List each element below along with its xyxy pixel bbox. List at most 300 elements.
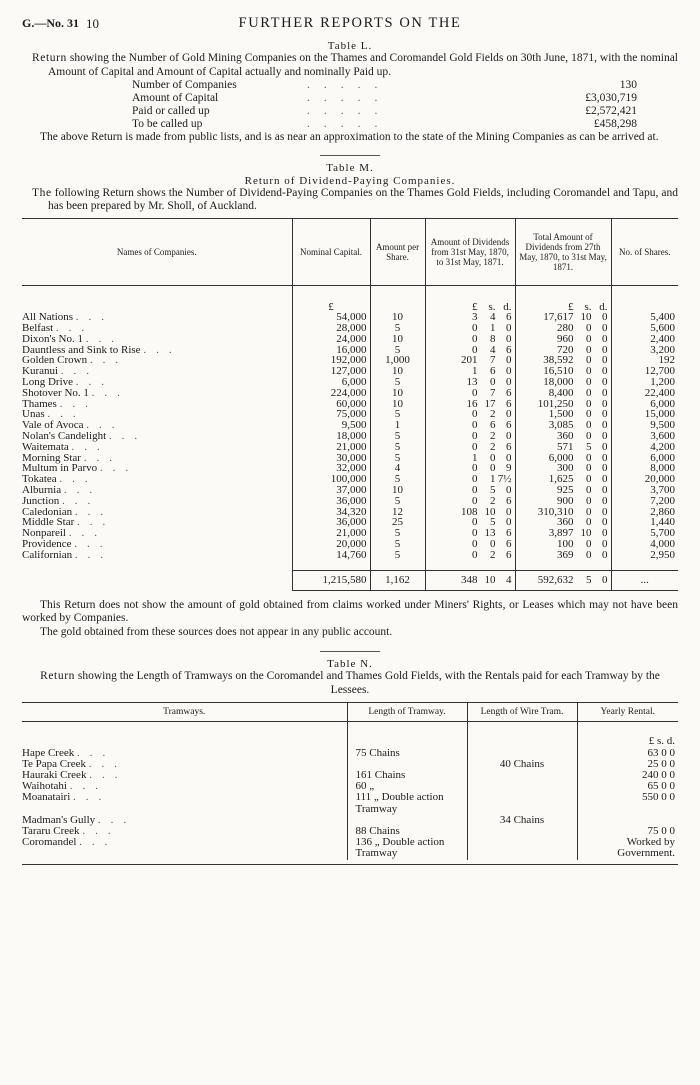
total-per-share: 1,162 bbox=[370, 571, 425, 591]
shillings: 0 bbox=[586, 451, 592, 464]
number-of-shares: 1,440 bbox=[611, 517, 678, 528]
shillings: 6 bbox=[490, 419, 496, 432]
pounds: 0 bbox=[472, 516, 478, 529]
pounds: 1 bbox=[472, 451, 478, 464]
shillings: 13 bbox=[484, 527, 496, 540]
unit-pound: £ bbox=[568, 300, 574, 313]
page-reference: G.—No. 31 bbox=[22, 16, 79, 30]
wire-tram-length bbox=[467, 770, 577, 781]
col-header-wire: Length of Wire Tram. bbox=[467, 703, 577, 722]
shillings: 0 bbox=[586, 462, 592, 475]
leader-dots: ... bbox=[97, 813, 137, 826]
yearly-rental: 65 0 0 bbox=[577, 781, 678, 792]
pounds: 17,617 bbox=[543, 311, 574, 324]
units-row bbox=[22, 285, 678, 312]
pounds: 0 bbox=[472, 332, 478, 345]
nominal-capital: 9,500 bbox=[292, 420, 370, 431]
leader-dots: ... bbox=[89, 354, 129, 367]
company-name-text: Nonpareil bbox=[22, 527, 66, 540]
shillings: 0 bbox=[586, 516, 592, 529]
pence: 9 bbox=[506, 462, 512, 475]
number-of-shares: 5,700 bbox=[611, 528, 678, 539]
nominal-capital: 21,000 bbox=[292, 528, 370, 539]
pounds: 13 bbox=[466, 376, 478, 389]
summary-value: £2,572,421 bbox=[585, 105, 637, 117]
number-of-shares: 12,700 bbox=[611, 366, 678, 377]
tramway-name-text: Hauraki Creek bbox=[22, 769, 87, 782]
table-l-title: Table L. bbox=[327, 40, 373, 52]
pence: 0 bbox=[602, 484, 608, 497]
shillings: 5 bbox=[490, 484, 496, 497]
shillings: 7 bbox=[490, 354, 496, 367]
tramway-length: 60 „ bbox=[347, 781, 467, 792]
tramway-name bbox=[22, 837, 347, 859]
shillings: 0 bbox=[490, 538, 496, 551]
nominal-capital: 14,760 bbox=[292, 550, 370, 561]
pence: 0 bbox=[506, 408, 512, 421]
pence: 0 bbox=[506, 332, 512, 345]
table-n-intro bbox=[22, 670, 678, 697]
table-n-title: Table N. bbox=[327, 658, 373, 671]
shillings: 0 bbox=[586, 505, 592, 518]
nominal-capital: 21,000 bbox=[292, 442, 370, 453]
table-row bbox=[22, 781, 678, 792]
pounds: 310,310 bbox=[537, 505, 574, 518]
leader-dots: ... bbox=[79, 836, 118, 849]
pence: 0 bbox=[506, 516, 512, 529]
shillings: 0 bbox=[586, 386, 592, 399]
shillings: 0 bbox=[490, 451, 496, 464]
pence: 6 bbox=[506, 494, 512, 507]
amount-per-share: 10 bbox=[370, 334, 425, 345]
shillings: 1 bbox=[490, 322, 496, 335]
wire-tram-length bbox=[467, 826, 577, 837]
company-name-text: Middle Star bbox=[22, 516, 75, 529]
table-header-row bbox=[22, 218, 678, 285]
shillings: 8 bbox=[490, 332, 496, 345]
table-row bbox=[22, 792, 678, 814]
nominal-capital: 54,000 bbox=[292, 312, 370, 323]
summary-label: Number of Companies bbox=[132, 79, 237, 91]
pence: 0 bbox=[602, 343, 608, 356]
company-name-text: Golden Crown bbox=[22, 354, 88, 367]
dividend-table bbox=[22, 218, 678, 591]
nominal-capital: 224,000 bbox=[292, 388, 370, 399]
col-header-total-dividends: Total Amount of Dividends from 27th May, 1870, to 31st May, 1871. bbox=[515, 218, 611, 285]
pence: 0 bbox=[506, 505, 512, 518]
yearly-rental: 550 0 0 bbox=[577, 792, 678, 814]
wire-tram-length bbox=[467, 792, 577, 814]
leader-dots: ... bbox=[91, 386, 130, 399]
nominal-capital: 24,000 bbox=[292, 334, 370, 345]
yearly-rental: 25 0 0 bbox=[577, 759, 678, 770]
total-shillings: 5 bbox=[586, 574, 592, 587]
amount-per-share: 5 bbox=[370, 409, 425, 420]
leader-dots: ... bbox=[69, 780, 108, 793]
summary-row bbox=[132, 105, 678, 118]
table-l-intro-lead: Return bbox=[32, 52, 67, 64]
shillings: 7 bbox=[490, 386, 496, 399]
leader-dots: ..... bbox=[307, 92, 392, 104]
number-of-shares: 3,700 bbox=[611, 485, 678, 496]
company-name-text: Caledonian bbox=[22, 505, 73, 518]
shillings: 0 bbox=[586, 376, 592, 389]
summary-label: Paid or called up bbox=[132, 105, 210, 117]
wire-tram-length: 34 Chains bbox=[467, 815, 577, 826]
pence: 0 bbox=[602, 440, 608, 453]
company-name bbox=[22, 550, 292, 561]
pence: 0 bbox=[602, 386, 608, 399]
shillings: 4 bbox=[490, 311, 496, 324]
pence: 6 bbox=[506, 386, 512, 399]
company-name-text: Vale of Avoca bbox=[22, 419, 84, 432]
pounds: 3,897 bbox=[548, 527, 574, 540]
summary-value: £458,298 bbox=[593, 118, 637, 130]
total-shillings: 10 bbox=[484, 574, 496, 587]
page-number: 10 bbox=[86, 16, 99, 31]
shillings: 2 bbox=[490, 548, 496, 561]
tramway-length: 75 Chains bbox=[347, 748, 467, 759]
leader-dots: ... bbox=[73, 791, 112, 804]
company-name-text: Junction bbox=[22, 494, 60, 507]
amount-per-share: 5 bbox=[370, 474, 425, 485]
tramway-name-text: Waihotahi bbox=[22, 780, 67, 793]
pounds: 360 bbox=[557, 516, 574, 529]
pence: 6 bbox=[506, 343, 512, 356]
amount-per-share: 5 bbox=[370, 453, 425, 464]
number-of-shares: 15,000 bbox=[611, 409, 678, 420]
amount-per-share: 1 bbox=[370, 420, 425, 431]
leader-dots: ... bbox=[71, 440, 110, 453]
table-m-title: Table M. bbox=[326, 161, 374, 174]
leader-dots: ... bbox=[88, 757, 127, 770]
pence: 6 bbox=[506, 419, 512, 432]
shillings: 0 bbox=[586, 408, 592, 421]
col-header-name: Names of Companies. bbox=[22, 218, 292, 285]
total-pounds: 592,632 bbox=[537, 574, 574, 587]
table-bottom-rule bbox=[22, 864, 678, 865]
nominal-capital: 75,000 bbox=[292, 409, 370, 420]
tramway-name-text: Te Papa Creek bbox=[22, 757, 86, 770]
shillings: 0 bbox=[586, 484, 592, 497]
pence: 6 bbox=[506, 527, 512, 540]
number-of-shares: 2,400 bbox=[611, 334, 678, 345]
amount-per-share: 5 bbox=[370, 539, 425, 550]
shillings: 2 bbox=[490, 494, 496, 507]
pounds: 571 bbox=[557, 440, 574, 453]
summary-value: £3,030,719 bbox=[585, 92, 637, 104]
company-name-text: Alburnia bbox=[22, 484, 62, 497]
leader-dots: ... bbox=[143, 343, 182, 356]
pounds: 16,510 bbox=[543, 365, 574, 378]
col-header-dividends: Amount of Dividends from 31st May, 1870, to 31st May, 1871. bbox=[425, 218, 515, 285]
pounds: 0 bbox=[472, 322, 478, 335]
company-name-text: Tokatea bbox=[22, 473, 57, 486]
number-of-shares: 7,200 bbox=[611, 496, 678, 507]
unit-pence: d. bbox=[503, 300, 512, 313]
leader-dots: ... bbox=[75, 376, 115, 389]
leader-dots: ... bbox=[55, 322, 95, 335]
pounds: 0 bbox=[472, 494, 478, 507]
shillings: 0 bbox=[490, 376, 496, 389]
unit-pence: d. bbox=[599, 300, 608, 313]
company-name-text: Dixon's No. 1 bbox=[22, 332, 83, 345]
leader-dots: ... bbox=[62, 494, 101, 507]
amount-per-share: 12 bbox=[370, 507, 425, 518]
company-name-text: Shotover No. 1 bbox=[22, 386, 89, 399]
pounds: 3,085 bbox=[548, 419, 574, 432]
nominal-capital: 34,320 bbox=[292, 507, 370, 518]
nominal-capital: 192,000 bbox=[292, 355, 370, 366]
leader-dots: ... bbox=[85, 332, 124, 345]
company-name-text: Unas bbox=[22, 408, 45, 421]
leader-dots: ... bbox=[74, 538, 113, 551]
nominal-capital: 127,000 bbox=[292, 366, 370, 377]
nominal-capital: 60,000 bbox=[292, 399, 370, 410]
tramway-name-text: Tararu Creek bbox=[22, 825, 80, 838]
shillings: 10 bbox=[484, 505, 496, 518]
number-of-shares: 9,500 bbox=[611, 420, 678, 431]
pounds: 1,625 bbox=[548, 473, 574, 486]
number-of-shares: 192 bbox=[611, 355, 678, 366]
col-header-tramways: Tramways. bbox=[22, 703, 347, 722]
shillings: 6 bbox=[490, 365, 496, 378]
pence: 0 bbox=[506, 354, 512, 367]
pounds: 16 bbox=[466, 397, 478, 410]
nominal-capital: 36,000 bbox=[292, 496, 370, 507]
table-header-row bbox=[22, 703, 678, 722]
leader-dots: ... bbox=[74, 505, 114, 518]
pence: 6 bbox=[506, 548, 512, 561]
amount-per-share: 4 bbox=[370, 463, 425, 474]
pounds: 0 bbox=[472, 408, 478, 421]
section-divider bbox=[320, 651, 380, 652]
company-name-text: Dauntless and Sink to Rise bbox=[22, 343, 141, 356]
tramway-length: 136 „ Double action Tramway bbox=[347, 837, 467, 859]
pounds: 3 bbox=[472, 311, 478, 324]
company-name-text: All Nations bbox=[22, 311, 74, 324]
leader-dots: ... bbox=[99, 462, 139, 475]
pounds: 369 bbox=[557, 548, 574, 561]
leader-dots: ... bbox=[68, 527, 107, 540]
tramway-name-text: Madman's Gully bbox=[22, 813, 96, 826]
pounds: 100 bbox=[557, 538, 574, 551]
pounds: 8,400 bbox=[548, 386, 574, 399]
pounds: 0 bbox=[472, 462, 478, 475]
wire-tram-length bbox=[467, 837, 577, 859]
shillings: 0 bbox=[586, 397, 592, 410]
pence: 0 bbox=[602, 494, 608, 507]
pounds: 900 bbox=[557, 494, 574, 507]
page-header bbox=[22, 14, 678, 34]
unit-shilling: s. bbox=[584, 300, 592, 313]
pounds: 925 bbox=[557, 484, 574, 497]
nominal-capital: 37,000 bbox=[292, 485, 370, 496]
number-of-shares: 6,000 bbox=[611, 453, 678, 464]
table-m-note-1: This Return does not show the amount of gold obtained from claims worked under Miners' Rights, or Leases which may not have been worked by Companies. bbox=[22, 598, 678, 625]
shillings: 4 bbox=[490, 343, 496, 356]
pence: 0 bbox=[602, 516, 608, 529]
section-divider bbox=[320, 155, 380, 156]
company-name-text: Belfast bbox=[22, 322, 54, 335]
leader-dots: ... bbox=[76, 746, 116, 759]
number-of-shares: 4,000 bbox=[611, 539, 678, 550]
shillings: 0 bbox=[586, 322, 592, 335]
company-name-text: Thames bbox=[22, 397, 57, 410]
amount-per-share: 10 bbox=[370, 485, 425, 496]
leader-dots: ... bbox=[47, 408, 86, 421]
shillings: 0 bbox=[586, 343, 592, 356]
nominal-capital: 16,000 bbox=[292, 345, 370, 356]
pounds: 0 bbox=[472, 440, 478, 453]
table-m-intro-text: following Return shows the Number of Dividend-Paying Companies on the Thames Gold Fields, including Coromandel and Tapu, and has been prepared by Mr. Sholl, of Auckland. bbox=[48, 186, 679, 212]
table-row bbox=[22, 770, 678, 781]
tramway-length: 161 Chains bbox=[347, 770, 467, 781]
number-of-shares: 6,000 bbox=[611, 399, 678, 410]
shillings: 2 bbox=[490, 440, 496, 453]
amount-per-share: 5 bbox=[370, 496, 425, 507]
leader-dots: ... bbox=[63, 484, 103, 497]
number-of-shares: 8,000 bbox=[611, 463, 678, 474]
pence: 0 bbox=[602, 538, 608, 551]
pounds: 0 bbox=[472, 548, 478, 561]
pounds: 0 bbox=[472, 343, 478, 356]
table-row bbox=[22, 550, 678, 561]
shillings: 10 bbox=[580, 527, 592, 540]
pounds: 18,000 bbox=[543, 376, 574, 389]
unit-pound: £ bbox=[472, 300, 478, 313]
number-of-shares: 1,200 bbox=[611, 377, 678, 388]
amount-per-share: 5 bbox=[370, 550, 425, 561]
shillings: 0 bbox=[586, 473, 592, 486]
units-row bbox=[22, 722, 678, 748]
leader-dots: ... bbox=[77, 516, 116, 529]
shillings: 0 bbox=[586, 419, 592, 432]
pounds: 720 bbox=[557, 343, 574, 356]
table-m-intro-lead: The bbox=[32, 186, 52, 199]
number-of-shares: 3,600 bbox=[611, 431, 678, 442]
pence: 0 bbox=[602, 548, 608, 561]
pounds: 0 bbox=[472, 484, 478, 497]
pence: 6 bbox=[506, 311, 512, 324]
running-title: FURTHER REPORTS ON THE bbox=[238, 15, 462, 31]
number-of-shares: 20,000 bbox=[611, 474, 678, 485]
wire-tram-length bbox=[467, 781, 577, 792]
company-name-text: Long Drive bbox=[22, 376, 74, 389]
shillings: 0 bbox=[586, 365, 592, 378]
pounds: 0 bbox=[472, 473, 478, 486]
pounds: 0 bbox=[472, 527, 478, 540]
nominal-capital: 32,000 bbox=[292, 463, 370, 474]
summary-label: Amount of Capital bbox=[132, 92, 219, 104]
total-capital: 1,215,580 bbox=[292, 571, 370, 591]
leader-dots: ..... bbox=[307, 105, 392, 117]
table-m-intro bbox=[22, 187, 678, 214]
pence: 0 bbox=[602, 376, 608, 389]
leader-dots: ... bbox=[86, 419, 125, 432]
leader-dots: ... bbox=[59, 473, 98, 486]
company-name-text: Californian bbox=[22, 548, 73, 561]
shillings: 5 bbox=[490, 516, 496, 529]
amount-per-share: 5 bbox=[370, 442, 425, 453]
tramway-length: 88 Chains bbox=[347, 826, 467, 837]
shillings: 1 bbox=[490, 473, 496, 486]
company-name-text: Multum in Parvo bbox=[22, 462, 98, 475]
pounds: 108 bbox=[461, 505, 478, 518]
pence: 0 bbox=[602, 527, 608, 540]
summary-label: To be called up bbox=[132, 118, 203, 130]
pounds: 0 bbox=[472, 430, 478, 443]
table-m-subtitle: Return of Dividend-Paying Companies. bbox=[244, 174, 456, 187]
shillings: 2 bbox=[490, 430, 496, 443]
amount-per-share: 10 bbox=[370, 399, 425, 410]
yearly-rental: Worked by Government. bbox=[577, 837, 678, 859]
number-of-shares: 2,950 bbox=[611, 550, 678, 561]
company-name-text: Waitemata bbox=[22, 440, 69, 453]
pence: 0 bbox=[602, 397, 608, 410]
rental-units: £ s. d. bbox=[577, 722, 678, 748]
pence: 0 bbox=[506, 430, 512, 443]
nominal-capital: 20,000 bbox=[292, 539, 370, 550]
col-header-rental: Yearly Rental. bbox=[577, 703, 678, 722]
table-l-note: The above Return is made from public lists, and is as near an approximation to the state of the Mining Companies as can be arrived at. bbox=[40, 131, 659, 143]
pence: 6 bbox=[506, 538, 512, 551]
tramway-table bbox=[22, 702, 678, 859]
pounds: 960 bbox=[557, 332, 574, 345]
col-header-shares: No. of Shares. bbox=[611, 218, 678, 285]
tramway-name-text: Coromandel bbox=[22, 836, 77, 849]
pounds: 101,250 bbox=[537, 397, 574, 410]
pounds: 1 bbox=[472, 365, 478, 378]
pence: 7½ bbox=[497, 473, 512, 486]
pounds: 300 bbox=[557, 462, 574, 475]
company-name-text: Nolan's Candelight bbox=[22, 430, 107, 443]
yearly-rental: 75 0 0 bbox=[577, 826, 678, 837]
pence: 0 bbox=[602, 473, 608, 486]
nominal-capital: 6,000 bbox=[292, 377, 370, 388]
tramway-length: 111 „ Double action Tramway bbox=[347, 792, 467, 814]
pounds: 280 bbox=[557, 322, 574, 335]
amount-per-share: 10 bbox=[370, 388, 425, 399]
col-header-length: Length of Tramway. bbox=[347, 703, 467, 722]
leader-dots: ... bbox=[59, 397, 98, 410]
col-header-per-share: Amount per Share. bbox=[370, 218, 425, 285]
amount-per-share: 5 bbox=[370, 323, 425, 334]
shillings: 0 bbox=[586, 548, 592, 561]
amount-per-share: 5 bbox=[370, 431, 425, 442]
nominal-capital: 18,000 bbox=[292, 431, 370, 442]
leader-dots: ... bbox=[60, 365, 100, 378]
nominal-capital: 100,000 bbox=[292, 474, 370, 485]
company-name-text: Kuranui bbox=[22, 365, 59, 378]
shillings: 0 bbox=[586, 354, 592, 367]
pence: 0 bbox=[506, 451, 512, 464]
number-of-shares: 4,200 bbox=[611, 442, 678, 453]
pounds: 38,592 bbox=[543, 354, 574, 367]
pence: 0 bbox=[506, 365, 512, 378]
number-of-shares: 22,400 bbox=[611, 388, 678, 399]
pounds: 1,500 bbox=[548, 408, 574, 421]
pence: 0 bbox=[602, 430, 608, 443]
amount-per-share: 1,000 bbox=[370, 355, 425, 366]
amount-per-share: 25 bbox=[370, 517, 425, 528]
amount-per-share: 10 bbox=[370, 366, 425, 377]
shillings: 0 bbox=[586, 332, 592, 345]
pounds: 0 bbox=[472, 419, 478, 432]
pence: 0 bbox=[602, 354, 608, 367]
number-of-shares: 3,200 bbox=[611, 345, 678, 356]
shillings: 5 bbox=[586, 440, 592, 453]
